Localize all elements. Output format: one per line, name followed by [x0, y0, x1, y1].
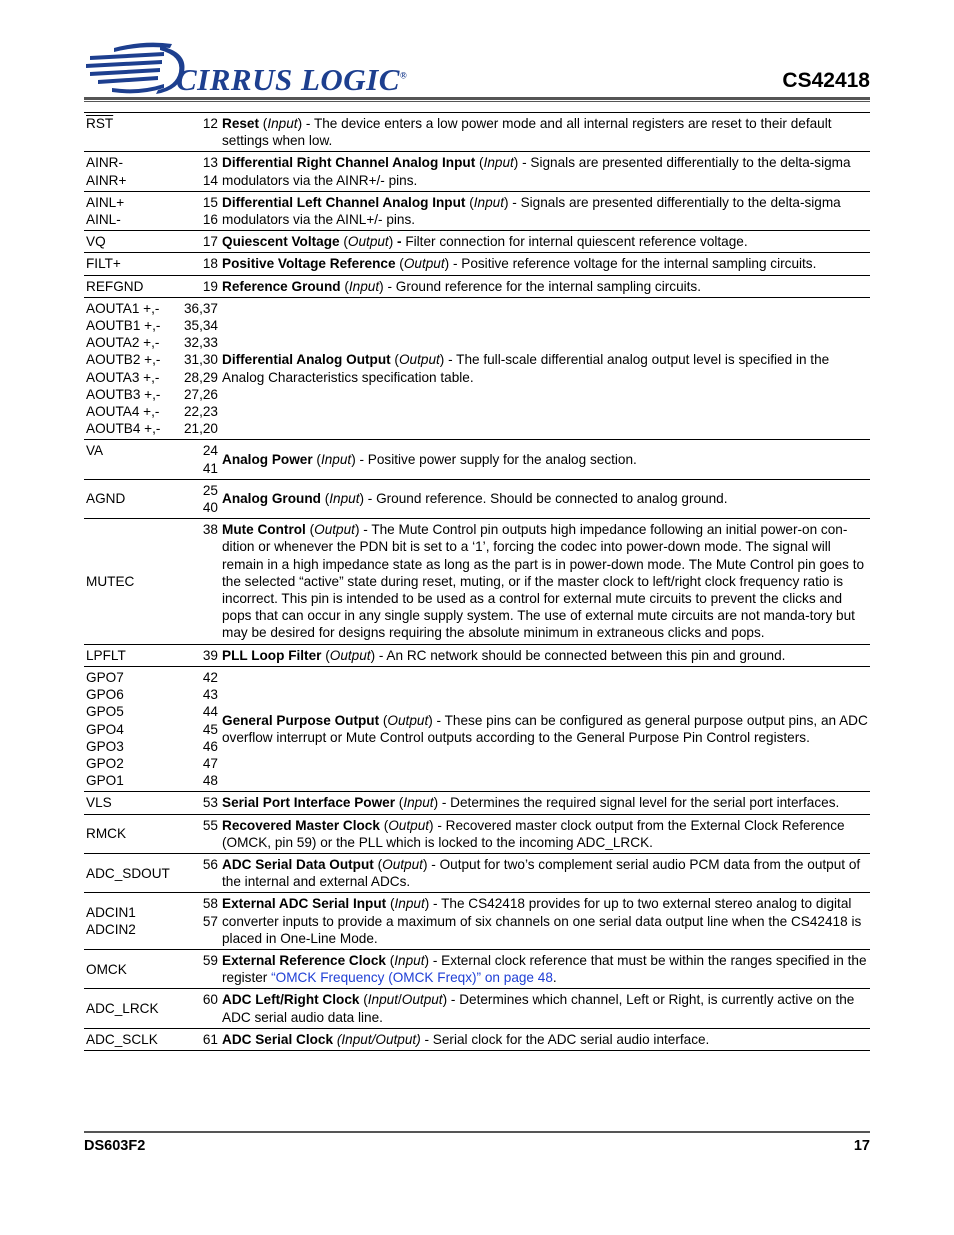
pin-type-close: )	[424, 896, 430, 912]
logo-wordmark: CIRRUS LOGIC®	[176, 62, 408, 97]
pin-type-open: (	[312, 452, 321, 468]
pin-number: 44	[202, 704, 218, 720]
pin-description-text: - These pins can be configured as general purpose output pins, an ADC overflow interrupt or Mute Control outputs according to the General Purpose Pin Control registers.	[222, 712, 868, 746]
pin-name: AOUTA4 +,-	[86, 404, 160, 420]
pin-desc-dash: -	[397, 234, 402, 250]
pin-type-open: (	[390, 352, 399, 368]
pin-number-cell	[180, 853, 220, 892]
pin-description-cell	[220, 989, 870, 1028]
pin-type-open: (	[259, 116, 268, 131]
pin-number-cell	[180, 949, 220, 988]
footer-doc-id: DS603F2	[84, 1138, 146, 1154]
pin-number: 35,34	[183, 318, 218, 334]
pin-type-open: (	[359, 992, 368, 1008]
pin-type-close: )	[513, 155, 519, 171]
pin-type-open: (	[379, 817, 389, 833]
pin-row	[84, 253, 870, 275]
pin-number: 53	[202, 795, 218, 811]
pin-number-cell	[180, 519, 220, 644]
pin-number-cell	[180, 814, 220, 853]
pin-row	[84, 191, 870, 230]
pin-row	[84, 479, 870, 518]
pin-name: VLS	[86, 795, 112, 811]
pin-io-type: Input	[367, 992, 398, 1008]
pin-row	[84, 519, 870, 644]
pin-type-close: )	[359, 491, 364, 507]
pin-number: 55	[202, 817, 218, 833]
pin-name-cell	[84, 644, 180, 666]
pin-description-text: - The Mute Control pin outputs high impedance following an initial power-on con-dition or whenever the PDN bit is set to a ‘1’, forcing the codec into power-down mode. The signal will remain in a high impedance state as long as the part is in power-down mode. The Mute Control pin goes to the selected “active” state during reset, muting, or if the master clock to left/right clock frequency ratio is incorrect. This pin is intended to be used as a control for external mute circuits to prevent the clicks and pops that can occur in any single supply system. The use of external mute circuits are not manda-tory but may be desired for designs requiring the absolute minimum in extraneous clicks and pops.	[222, 522, 865, 641]
pin-type-open: (	[465, 194, 474, 210]
pin-description-cell	[220, 814, 870, 853]
pin-name: ADC_LRCK	[86, 1000, 159, 1016]
pin-type-close: )	[428, 712, 433, 728]
pin-type-close: )	[433, 795, 439, 811]
pin-description-cell	[220, 297, 870, 440]
pin-row	[84, 297, 870, 440]
pin-number-cell	[180, 1028, 220, 1050]
pin-name: AOUTB1 +,-	[86, 318, 161, 334]
pin-type-close: )	[379, 278, 384, 294]
pin-number: 27,26	[183, 386, 218, 402]
pin-name-cell	[84, 792, 180, 814]
pin-description-text: - Determines which channel, Left or Right, is currently active on the ADC serial audio data line.	[222, 992, 855, 1025]
document-title: CS42418	[782, 69, 870, 92]
pin-name-cell	[84, 989, 180, 1028]
pin-type-close: )	[442, 992, 448, 1008]
pin-type-close: )	[370, 647, 376, 663]
pin-row	[84, 440, 870, 479]
pin-number: 57	[202, 913, 218, 929]
pin-type-close: )	[444, 256, 450, 272]
pin-type-close: )	[388, 234, 398, 250]
pin-function-title: Differential Right Channel Analog Input	[222, 155, 476, 171]
pin-description-table	[84, 112, 870, 1051]
pin-function-title: Analog Power	[222, 452, 313, 468]
pin-description-cell	[220, 275, 870, 297]
pin-description-cell	[220, 231, 870, 253]
pin-function-title: Analog Ground	[222, 491, 321, 507]
pin-row	[84, 989, 870, 1028]
pin-function-title: Quiescent Voltage	[222, 234, 340, 250]
pin-number: 14	[202, 172, 218, 188]
pin-number: 25	[202, 482, 218, 498]
pin-function-title: PLL Loop Filter	[222, 647, 322, 663]
pin-name: AOUTB3 +,-	[86, 386, 161, 402]
pin-row	[84, 814, 870, 853]
pin-description-text: - Output for two’s complement serial audio PCM data from the output of the internal and external ADCs.	[222, 856, 861, 890]
cirrus-logic-logo	[84, 38, 408, 100]
pin-name: FILT+	[86, 256, 121, 272]
pin-name: GPO6	[86, 687, 124, 703]
pin-description-text: - Serial clock for the ADC serial audio interface.	[420, 1031, 710, 1047]
pin-name-cell	[84, 231, 180, 253]
pin-name: GPO7	[86, 669, 124, 685]
pin-name-cell	[84, 893, 180, 950]
pin-io-type: Output	[387, 712, 429, 728]
pin-name: AOUTB4 +,-	[86, 421, 161, 437]
pin-name: LPFLT	[86, 647, 126, 663]
pin-number: 13	[202, 155, 218, 171]
pin-function-title: External Reference Clock	[222, 952, 386, 968]
pin-description-cell	[220, 853, 870, 892]
pin-io-type: Input	[394, 952, 425, 968]
pin-name-cell	[84, 113, 180, 152]
pin-type-open: (	[339, 234, 348, 250]
pin-number-cell	[180, 191, 220, 230]
pin-description-cell	[220, 113, 870, 152]
pin-name-cell	[84, 853, 180, 892]
pin-name-cell	[84, 519, 180, 644]
pin-io-type: Input	[403, 795, 434, 811]
pin-number: 56	[202, 856, 218, 872]
pin-name-cell	[84, 191, 180, 230]
pin-io-type: Output	[347, 234, 389, 250]
pin-description-text: - The full-scale differential analog output level is specified in the Analog Characteristics specification table.	[222, 352, 830, 385]
cross-reference-link[interactable]: “OMCK Frequency (OMCK Freqx)” on page 48	[271, 970, 553, 986]
pin-type-close: )	[354, 522, 360, 538]
pin-description-cell	[220, 666, 870, 791]
pin-name-cell	[84, 297, 180, 440]
pin-type-open: (	[385, 952, 395, 968]
pin-name: GPO5	[86, 704, 124, 720]
pin-function-title: Reference Ground	[222, 278, 341, 294]
pin-number: 36,37	[183, 300, 218, 316]
pin-description-cell	[220, 893, 870, 950]
pin-description-cell	[220, 1028, 870, 1050]
pin-io-type: Output	[403, 256, 445, 272]
pin-name: GPO3	[86, 738, 124, 754]
pin-type-open: (	[320, 491, 330, 507]
pin-description-cell	[220, 519, 870, 644]
pin-type-close: )	[424, 952, 430, 968]
pin-type-close: )	[422, 856, 428, 872]
pin-number: 61	[202, 1031, 218, 1047]
pin-name-cell	[84, 479, 180, 518]
pin-function-title: General Purpose Output	[222, 712, 380, 728]
footer-page-number: 17	[853, 1138, 870, 1154]
pin-number: 38	[202, 522, 218, 538]
pin-name: ADC_SCLK	[86, 1031, 158, 1047]
pin-type-open: (	[475, 155, 484, 171]
pin-function-title: Recovered Master Clock	[222, 817, 380, 833]
pin-number-cell	[180, 644, 220, 666]
pin-number: 46	[202, 738, 218, 754]
pin-name-cell	[84, 440, 180, 479]
pin-number: 39	[202, 647, 218, 663]
pin-name: VA	[86, 443, 104, 459]
pin-description-text: - Determines the required signal level for the serial port interfaces.	[438, 795, 840, 811]
pin-row	[84, 644, 870, 666]
pin-description-cell	[220, 792, 870, 814]
pin-function-title: External ADC Serial Input	[222, 896, 387, 912]
pin-row	[84, 231, 870, 253]
pin-type-close: )	[429, 817, 434, 833]
pin-type-close: )	[297, 116, 303, 131]
pin-description-cell	[220, 152, 870, 191]
pin-description-cell	[220, 479, 870, 518]
pin-number-cell	[180, 113, 220, 152]
pin-description-end: .	[552, 970, 557, 986]
pin-io-type: Input	[473, 194, 504, 210]
pin-number-cell	[180, 479, 220, 518]
pin-name: ADCIN1	[86, 904, 136, 920]
pin-description-text: - Signals are presented differentially to the delta-sigma modulators via the AINR+/- pins.	[222, 155, 851, 188]
pin-number-cell	[180, 666, 220, 791]
pin-description-text: - The device enters a low power mode and all internal registers are reset to their default settings when low.	[222, 116, 832, 149]
pin-number: 16	[202, 212, 218, 228]
pin-name: OMCK	[86, 961, 127, 977]
pin-number: 32,33	[183, 335, 218, 351]
pin-number-cell	[180, 893, 220, 950]
pin-io-type: Input	[348, 278, 380, 294]
pin-name: AOUTA1 +,-	[86, 300, 160, 316]
pin-number: 48	[202, 773, 218, 789]
pin-type-close: )	[503, 194, 509, 210]
pin-number: 42	[202, 669, 218, 685]
pin-number-cell	[180, 297, 220, 440]
pin-number: 41	[202, 460, 218, 476]
pin-number: 15	[202, 194, 218, 210]
pin-name: VQ	[86, 234, 106, 250]
pin-function-title: Differential Analog Output	[222, 352, 391, 368]
pin-io-type-2: Output	[401, 992, 443, 1008]
pin-function-title: Mute Control	[222, 522, 306, 538]
pin-number: 28,29	[183, 369, 218, 385]
pin-number: 17	[202, 234, 218, 250]
pin-name: ADCIN2	[86, 922, 136, 938]
pin-type-open: (	[386, 896, 395, 912]
pin-number: 24	[202, 443, 218, 459]
pin-name-cell	[84, 253, 180, 275]
pin-name: GPO4	[86, 721, 124, 737]
header-rule	[84, 97, 870, 102]
pin-number: 31,30	[183, 352, 218, 368]
pin-name-cell	[84, 275, 180, 297]
pin-io-type: Output	[398, 352, 440, 368]
pin-number: 43	[202, 687, 218, 703]
pin-description-text: - The CS42418 provides for up to two external stereo analog to digital converter inputs to provide a maximum of six channels on one serial data output line when the CS42418 is placed in One-Line Mode.	[222, 896, 862, 946]
pin-name: AINL-	[86, 212, 121, 228]
pin-row	[84, 275, 870, 297]
pin-description-text: - Ground reference for the internal sampling circuits.	[383, 278, 702, 294]
pin-io-type: Output	[329, 647, 371, 663]
pin-function-title: ADC Serial Data Output	[222, 856, 374, 872]
pin-description-text: - Ground reference. Should be connected to analog ground.	[364, 491, 728, 507]
pin-name: AINR-	[86, 155, 124, 171]
pin-number-cell	[180, 231, 220, 253]
pin-name: REFGND	[86, 278, 144, 294]
pin-number: 47	[202, 755, 218, 771]
pin-description-cell	[220, 440, 870, 479]
pin-io-separator: /	[398, 992, 402, 1008]
pin-row	[84, 152, 870, 191]
pin-function-title: Differential Left Channel Analog Input	[222, 194, 466, 210]
footer-rule	[84, 1131, 870, 1133]
pin-name: AINR+	[86, 172, 127, 188]
pin-number: 58	[202, 896, 218, 912]
pin-name: AOUTA2 +,-	[86, 335, 160, 351]
pin-io-type: Output	[388, 817, 430, 833]
pin-name: GPO1	[86, 773, 124, 789]
pin-description-cell	[220, 253, 870, 275]
pin-number: 18	[202, 256, 218, 272]
pin-table-body	[84, 113, 870, 1051]
pin-row	[84, 792, 870, 814]
pin-io-type: Input	[483, 155, 514, 171]
pin-description-text: - Positive reference voltage for the internal sampling circuits.	[449, 256, 817, 272]
pin-number: 19	[202, 278, 218, 294]
pin-name: AINL+	[86, 194, 125, 210]
pin-name: ADC_SDOUT	[86, 865, 170, 881]
pin-number: 59	[202, 952, 218, 968]
pin-function-title: Serial Port Interface Power	[222, 795, 396, 811]
pin-name: AGND	[86, 491, 126, 507]
pin-row	[84, 853, 870, 892]
pin-function-title: Reset	[222, 116, 260, 131]
pin-type-open: (	[340, 278, 349, 294]
pin-number: 60	[202, 992, 218, 1008]
pin-io-type: Input	[394, 896, 425, 912]
pin-io-type: Input	[320, 452, 352, 468]
pin-type-open: (	[321, 647, 330, 663]
pin-row	[84, 1028, 870, 1050]
pin-row	[84, 949, 870, 988]
pin-type-open: (	[395, 256, 404, 272]
pin-description-text: - Positive power supply for the analog section.	[355, 452, 637, 468]
pin-io-type: Input	[267, 116, 298, 131]
pin-io-type: Input	[329, 491, 360, 507]
pin-number-cell	[180, 253, 220, 275]
pin-io-type: Output	[382, 856, 423, 872]
pin-type-open: (	[379, 712, 388, 728]
pin-number-cell	[180, 275, 220, 297]
pin-description-text: - Signals are presented differentially to the delta-sigma modulators via the AINL+/- pins.	[222, 194, 841, 228]
pin-row	[84, 666, 870, 791]
pin-name: AOUTA3 +,-	[86, 369, 160, 385]
pin-name-cell	[84, 1028, 180, 1050]
pin-function-title: Positive Voltage Reference	[222, 256, 396, 272]
pin-number: 12	[202, 116, 218, 131]
pin-name-cell	[84, 666, 180, 791]
pin-description-text: - External clock reference that must be within the ranges specified in the register	[222, 952, 867, 986]
pin-name: GPO2	[86, 755, 124, 771]
pin-name: MUTEC	[86, 573, 135, 589]
pin-number: 21,20	[183, 421, 218, 437]
pin-type-close: )	[439, 352, 445, 368]
pin-description-cell	[220, 949, 870, 988]
pin-name-cell	[84, 152, 180, 191]
pin-type-open: (	[395, 795, 404, 811]
pin-io-type: (Input/Output)	[336, 1031, 421, 1047]
pin-name: AOUTB2 +,-	[86, 352, 161, 368]
pin-io-type: Output	[314, 522, 355, 538]
pin-type-close: )	[351, 452, 356, 468]
pin-description-text: Filter connection for internal quiescent reference voltage.	[401, 234, 748, 250]
pin-name: RMCK	[86, 826, 127, 842]
pin-number-cell	[180, 152, 220, 191]
pin-number-cell	[180, 989, 220, 1028]
pin-row	[84, 893, 870, 950]
pin-number-cell	[180, 440, 220, 479]
pin-type-open: (	[373, 856, 383, 872]
pin-number: 22,23	[183, 404, 218, 420]
pin-number-cell	[180, 792, 220, 814]
pin-name: $\overline{RST}$	[86, 116, 114, 131]
pin-row	[84, 113, 870, 152]
pin-number: 45	[202, 721, 218, 737]
pin-type-open: (	[305, 522, 315, 538]
pin-number: 40	[202, 500, 218, 516]
pin-function-title: ADC Serial Clock	[222, 1031, 334, 1047]
pin-description-text: - Recovered master clock output from the External Clock Reference (OMCK, pin 59) or the PLL which is locked to the incoming ADC_LRCK.	[222, 817, 845, 850]
pin-description-cell	[220, 191, 870, 230]
pin-name-cell	[84, 814, 180, 853]
pin-function-title: ADC Left/Right Clock	[222, 992, 360, 1008]
pin-name-cell	[84, 949, 180, 988]
pin-description-text: - An RC network should be connected between this pin and ground.	[375, 647, 786, 663]
pin-description-cell	[220, 644, 870, 666]
